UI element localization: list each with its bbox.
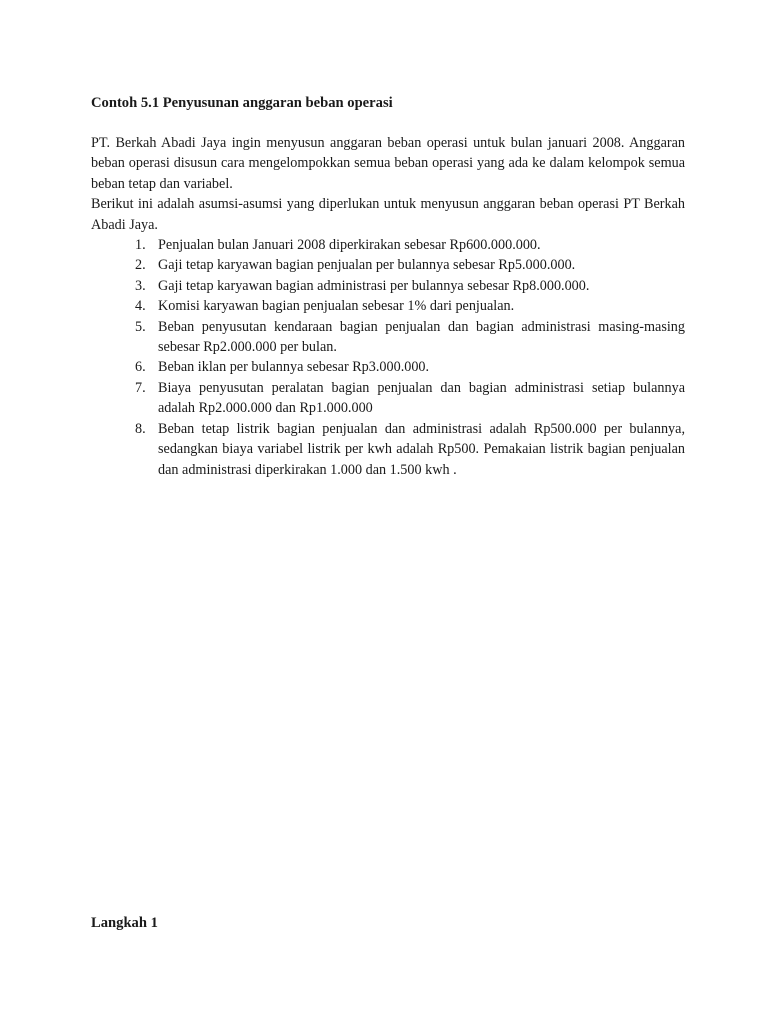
list-item: [91, 276, 685, 296]
intro-paragraph: PT. Berkah Abadi Jaya ingin menyusun anggaran beban operasi untuk bulan januari 2008. Anggaran beban operasi disusun cara mengelompokkan semua beban operasi yang ada ke dalam kelompok semua beban tetap dan variabel.: [91, 135, 685, 192]
list-item: [91, 419, 685, 480]
assumptions-list: [91, 235, 685, 480]
list-item-text: Beban iklan per bulannya sebesar Rp3.000.000.: [158, 359, 430, 376]
list-item-text: Gaji tetap karyawan bagian administrasi per bulannya sebesar Rp8.000.000.: [158, 277, 590, 294]
list-item-text: Gaji tetap karyawan bagian penjualan per bulannya sebesar Rp5.000.000.: [158, 257, 576, 274]
body-text: [91, 133, 685, 480]
list-item-text: Komisi karyawan bagian penjualan sebesar 1% dari penjualan.: [158, 298, 515, 315]
list-item-number: 3.: [135, 277, 146, 294]
list-item-text: Beban tetap listrik bagian penjualan dan administrasi adalah Rp500.000 per bulannya, sedangkan biaya variabel listrik per kwh adalah Rp500. Pemakaian listrik bagian penjualan dan administrasi diperkirakan 1.000 dan 1.500 kwh .: [158, 420, 685, 478]
list-item: [91, 255, 685, 275]
next-step-heading: Langkah 1: [91, 915, 158, 931]
list-item-number: 4.: [135, 298, 146, 315]
list-item: [91, 235, 685, 255]
section-title: Contoh 5.1 Penyusunan anggaran beban operasi: [91, 95, 393, 111]
list-item-text: Beban penyusutan kendaraan bagian penjualan dan bagian administrasi masing-masing sebesar Rp2.000.000 per bulan.: [158, 318, 685, 356]
list-item-number: 1.: [135, 237, 146, 254]
list-item-number: 6.: [135, 359, 146, 376]
assumptions-paragraph: Berikut ini adalah asumsi-asumsi yang diperlukan untuk menyusun anggaran beban operasi PT Berkah Abadi Jaya.: [91, 196, 685, 233]
list-item: [91, 296, 685, 316]
list-item: [91, 378, 685, 419]
list-item-text: Penjualan bulan Januari 2008 diperkirakan sebesar Rp600.000.000.: [158, 237, 541, 254]
list-item-number: 8.: [135, 420, 146, 437]
list-item-number: 5.: [135, 318, 146, 335]
list-item-number: 2.: [135, 257, 146, 274]
list-item: [91, 357, 685, 377]
list-item-text: Biaya penyusutan peralatan bagian penjualan dan bagian administrasi setiap bulannya adalah Rp2.000.000 dan Rp1.000.000: [158, 379, 685, 417]
list-item-number: 7.: [135, 379, 146, 396]
list-item: [91, 317, 685, 358]
